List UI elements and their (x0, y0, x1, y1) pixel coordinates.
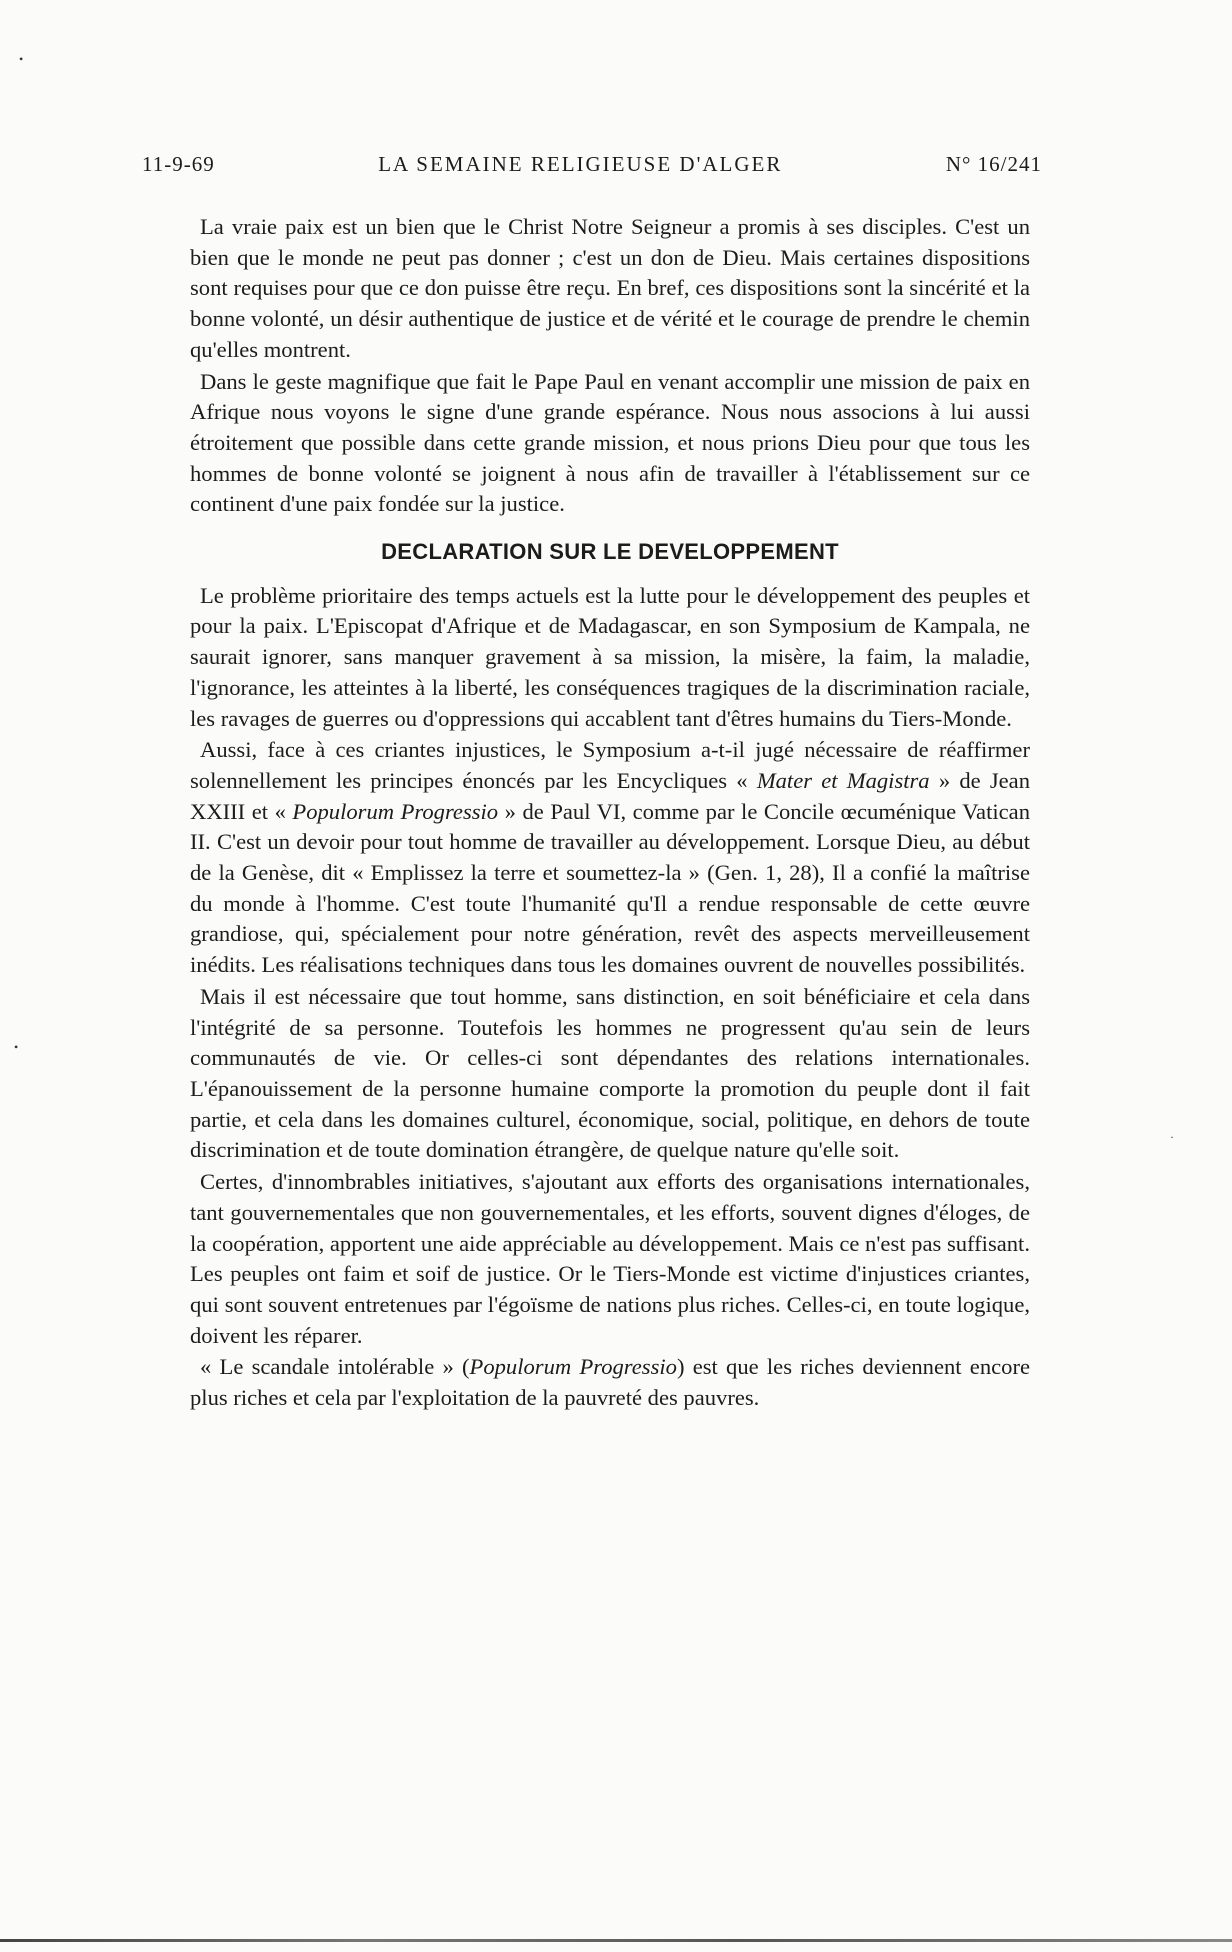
paragraph: Dans le geste magnifique que fait le Pape Paul en venant accomplir une mission de paix en Afrique nous voyons le signe d'une grande espérance. Nous nous associons à lui aussi étroitement que possible dans cette grande mission, et nous prions Dieu pour que tous les hommes de bonne volonté se joignent à nous afin de travailler à l'établissement sur ce continent d'une paix fondée sur la justice. (190, 368, 1030, 517)
scan-speck-mark: • (19, 52, 24, 66)
paragraph: Le problème prioritaire des temps actuels est la lutte pour le développement des peuples et pour la paix. L'Episcopat d'Afrique et de Madagascar, en son Symposium de Kampala, ne saurait ignorer, sans manquer gravement à sa mission, la misère, la faim, la maladie, l'ignorance, les atteintes à la liberté, les conséquences tragiques de la discrimination raciale, les ravages de guerres ou d'oppressions qui accablent tant d'êtres humains du Tiers-Monde. (190, 582, 1030, 731)
bottom-scan-edge (0, 1939, 1232, 1942)
encyclical-title: Mater et Magistra (756, 767, 930, 793)
paragraph: La vraie paix est un bien que le Christ Notre Seigneur a promis à ses disciples. C'est un bien que le monde ne peut pas donner ; c'est un don de Dieu. Mais certaines dispositions sont requises pour que ce don puisse être reçu. En bref, ces dispositions sont la sincérité et la bonne volonté, un désir authentique de justice et de vérité et le courage de prendre le chemin qu'elles montrent. (190, 214, 1030, 362)
paragraph: Certes, d'innombrables initiatives, s'ajoutant aux efforts des organisations internationales, tant gouvernementales que non gouvernementales, et les efforts, souvent dignes d'éloges, de la coopération, apportent une aide appréciable au développement. Mais ce n'est pas suffisant. Les peuples ont faim et soif de justice. Or le Tiers-Monde est victime d'injustices criantes, qui sont souvent entretenues par l'égoïsme de nations plus riches. Celles-ci, en toute logique, doivent les réparer. (190, 1169, 1030, 1348)
publication-title: LA SEMAINE RELIGIEUSE D'ALGER (378, 151, 783, 176)
paragraph: Mais il est nécessaire que tout homme, sans distinction, en soit bénéficiaire et cela dans l'intégrité de sa personne. Toutefois les hommes ne progressent qu'au sein de leurs communautés de vie. Or celles-ci sont dépendantes des relations internationales. L'épanouissement de la personne humaine comporte la promotion du peuple dont il fait partie, et cela dans les domaines culturel, économique, social, politique, en dehors de toute discrimination et de toute domination étrangère, de quelque nature qu'elle soit. (190, 983, 1030, 1163)
page-header (142, 144, 1042, 184)
article-body (190, 212, 1030, 1415)
issue-number: N° 16/241 (945, 151, 1042, 176)
scan-speck-mark: · (1170, 1130, 1174, 1144)
section-heading: DECLARATION SUR LE DEVELOPPEMENT (381, 539, 839, 565)
scan-speck-mark: • (14, 1040, 19, 1054)
encyclical-title: Populorum Progressio (292, 798, 499, 824)
paragraph: « Le scandale intolérable » (Populorum Progressio) est que les riches deviennent encore plus riches et cela par l'exploitation de la pauvreté des pauvres. (190, 1354, 1030, 1411)
paragraph: Aussi, face à ces criantes injustices, le Symposium a-t-il jugé nécessaire de réaffirmer solennellement les principes énoncés par les Encycliques « Mater et Magistra » de Jean XXIII et « Populorum Progressio » de Paul VI, comme par le Concile œcuménique Vatican II. C'est un devoir pour tout homme de travailler au développement. Lorsque Dieu, au début de la Genèse, dit « Emplissez la terre et soumettez-la » (Gen. 1, 28), Il a confié la maîtrise du monde à l'homme. C'est toute l'humanité qu'Il a rendue responsable de cette œuvre grandiose, qui, spécialement pour notre génération, revêt des aspects merveilleusement inédits. Les réalisations techniques dans tous les domaines ouvrent de nouvelles possibilités. (190, 737, 1031, 978)
issue-date: 11-9-69 (142, 151, 215, 176)
encyclical-title: Populorum Progressio (469, 1354, 677, 1380)
